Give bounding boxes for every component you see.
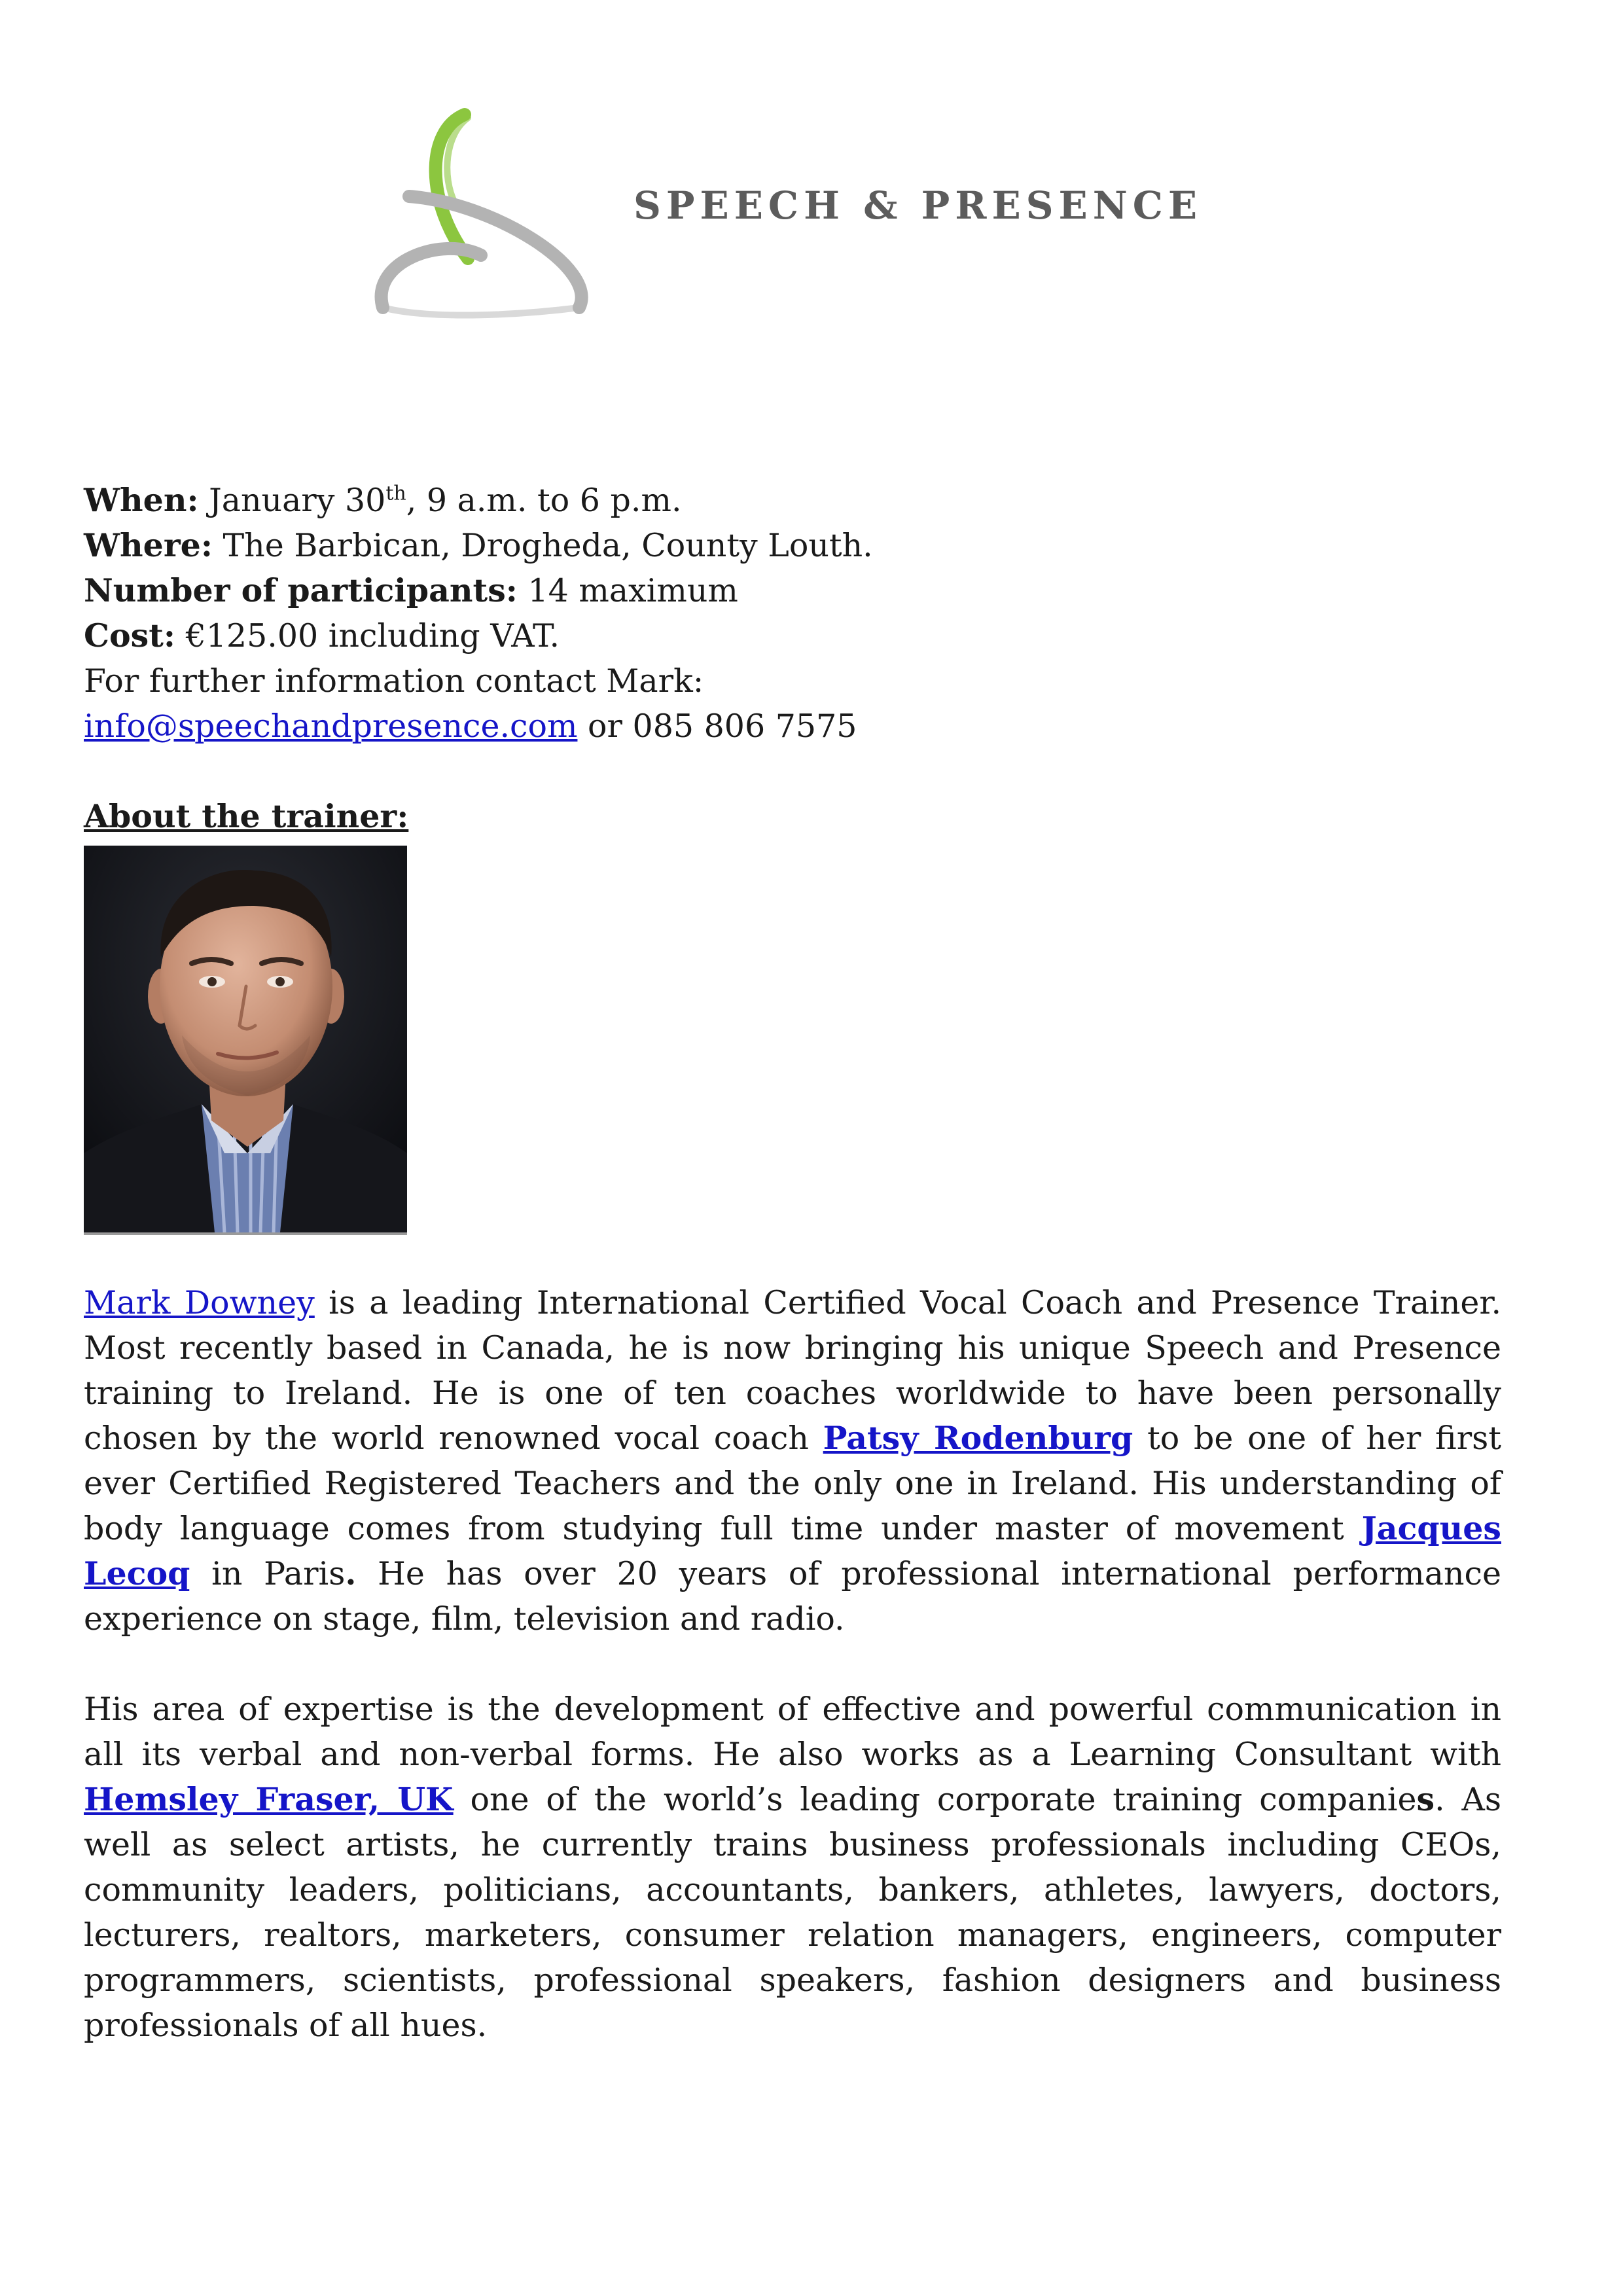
- bio-p1-part-a: is a leading International Certified Vocal Coach and Presence Trainer. Most recently based in Canada, he is now bringing his unique Speech and Presence training to Ireland. He is one of ten coaches worldwide to have been personally chosen by the world renowned vocal coach: [84, 1284, 1502, 1457]
- document-body: [84, 478, 1501, 2048]
- email-line: [84, 704, 1501, 749]
- patsy-rodenburg-link[interactable]: Patsy Rodenburg: [823, 1419, 1133, 1457]
- bio-p2-part-c: . As well as select artists, he currently trains business professionals including CEOs, community leaders, politicians, accountants, bankers, athletes, lawyers, doctors, lecturers, realtors, marketers, consumer relation managers, engineers, computer programmers, scientists, professional speakers, fashion designers and business professionals of all hues.: [84, 1781, 1501, 2044]
- cost-label: Cost:: [84, 617, 175, 655]
- bio-p2-part-b: one of the world’s leading corporate training companie: [470, 1781, 1417, 1818]
- phone-text: or 085 806 7575: [588, 708, 857, 745]
- bio-p1-part-b: to be one of her first ever Certified Registered Teachers and the only one in Ireland. His understanding of body language comes from studying full time under master of movement: [84, 1420, 1501, 1547]
- when-sup: th: [385, 482, 406, 505]
- bio-paragraph-1: [84, 1280, 1501, 1641]
- when-value-time: , 9 a.m. to 6 p.m.: [406, 482, 682, 519]
- speech-and-presence-logo: [363, 105, 1221, 321]
- cost-value: €125.00 including VAT.: [185, 617, 560, 655]
- about-trainer-heading: About the trainer:: [84, 797, 409, 835]
- logo-mark-icon: [363, 105, 612, 321]
- bio-p1-part-c: in Paris: [211, 1555, 346, 1592]
- where-line: [84, 523, 1501, 568]
- trainer-photo: [84, 846, 407, 1235]
- participants-value: 14 maximum: [527, 572, 738, 609]
- participants-line: [84, 568, 1501, 613]
- bio-p2-bold-s: s: [1416, 1780, 1435, 1818]
- hemsley-fraser-link[interactable]: Hemsley Fraser, UK: [84, 1780, 454, 1818]
- where-value: The Barbican, Drogheda, County Louth.: [223, 527, 873, 564]
- trainer-portrait-icon: [84, 846, 407, 1232]
- contact-text: For further information contact Mark:: [84, 662, 704, 700]
- bio-p1-part-d: He has over 20 years of professional international performance experience on stage, film, television and radio.: [84, 1555, 1501, 1638]
- when-label: When:: [84, 481, 199, 519]
- when-value-date: January 30: [209, 482, 386, 519]
- participants-label: Number of participants:: [84, 571, 518, 609]
- bio-p1-period: .: [345, 1554, 357, 1592]
- email-link[interactable]: info@speechandpresence.com: [84, 708, 578, 745]
- logo-wordmark: SPEECH & PRESENCE: [633, 183, 1203, 228]
- bio-paragraph-2: [84, 1687, 1501, 2048]
- where-label: Where:: [84, 526, 213, 564]
- mark-downey-link[interactable]: Mark Downey: [84, 1284, 315, 1321]
- contact-line: [84, 658, 1501, 704]
- jacques-lecoq-link[interactable]: Jacques Lecoq: [84, 1509, 1501, 1592]
- cost-line: [84, 613, 1501, 658]
- when-line: [84, 478, 1501, 523]
- bio-p2-part-a: His area of expertise is the development of effective and powerful communication in all its verbal and non-verbal forms. He also works as a Learning Consultant with: [84, 1691, 1501, 1773]
